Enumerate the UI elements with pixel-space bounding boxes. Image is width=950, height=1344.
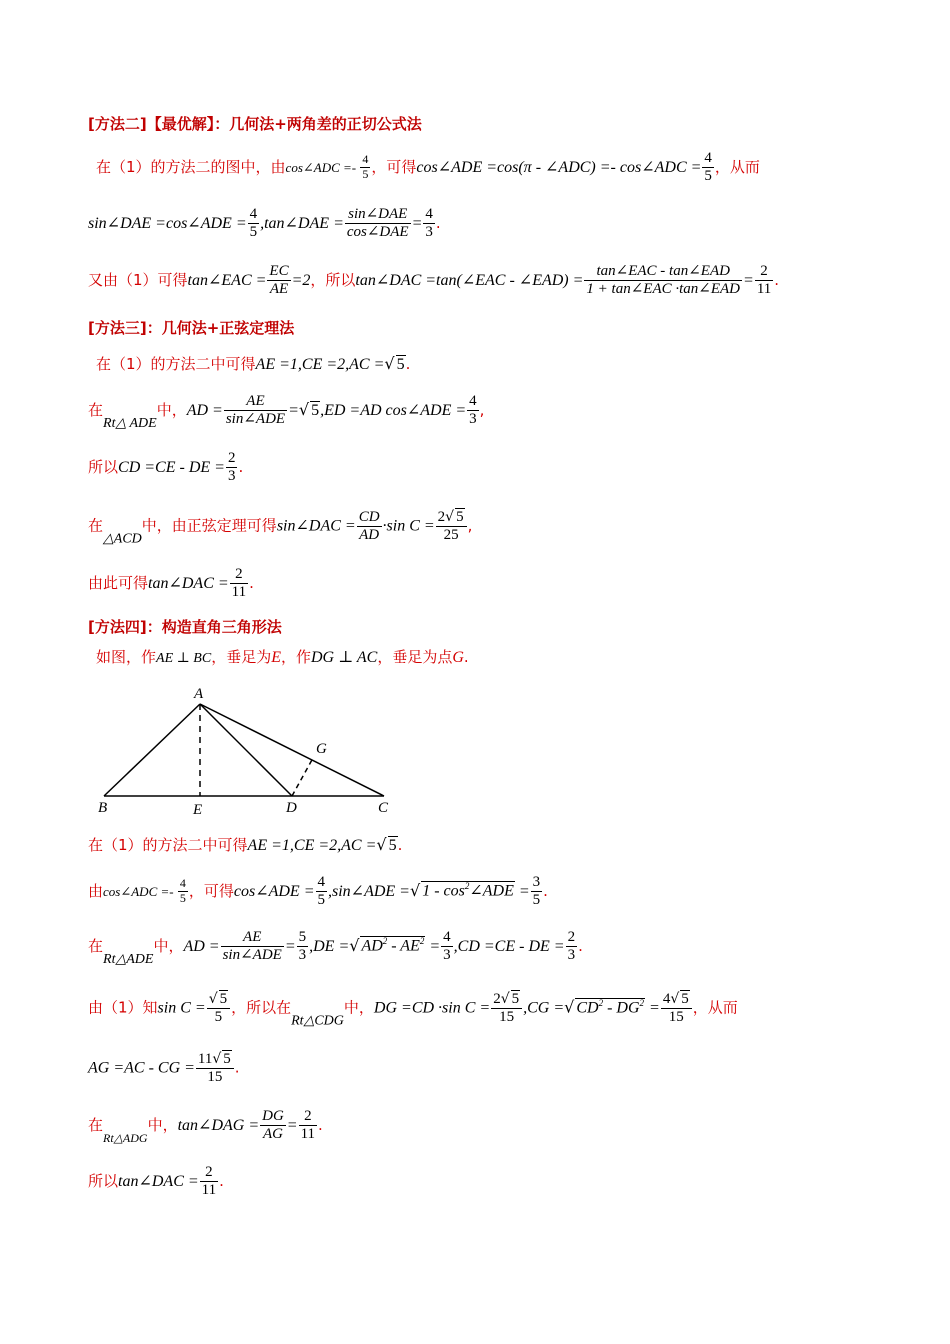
text: 所以 [88,457,119,476]
triangle-figure [90,680,410,820]
method3-line2: 在Rt△ ADE中，AD = $\frac{AE}{\text{sin∠ADE}}$ =√ 5,ED =AD cos∠ADE = $\frac{4}{3}$ , [88,393,485,431]
method4-line2: 在（1）的方法二中可得AE =1,CE =2,AC =√ 5. [88,835,403,854]
text: 由（1）知 [88,998,158,1017]
label-d: D [286,800,297,816]
text: 在 [88,1115,104,1134]
method3-line1: 在（1）的方法二中可得AE =1,CE =2,AC =√ 5. [96,354,411,373]
method3-heading: [方法三]：几何法+正弦定理法 [88,319,295,337]
text: ，所以在 [231,998,292,1017]
text: 中， [147,1115,178,1134]
text: 如图，作 [96,648,157,666]
method2-line2: sin∠DAE =cos∠ADE = $\frac{4}{5}$ ,tan∠DAE = $\frac{\text{sin∠DAE}}{\text{cos∠DAE}}$ = $\frac{4}{3}$ . [88,206,441,241]
text: 中，由正弦定理可得 [141,516,277,535]
text: 在 [88,936,104,955]
text: ，所以 [310,270,356,289]
text: ，可得 [188,881,234,900]
text: 中， [153,936,184,955]
side-ac [200,704,384,796]
method2-line3: 又由（1）可得tan∠EAC = $\frac{EC}{AE}$ =2，所以tan∠DAC =tan(∠EAC - ∠EAD) = $\frac{\text{tan∠EAC - tan∠EAD}}{\text{1 + tan∠EAC ·tan∠EAD}}$ = $\frac{2}{11}$ . [88,263,780,298]
text: 在 [88,516,104,535]
text: ，可得 [371,157,417,176]
text: 在 [88,400,104,419]
method4-line3: 由cos∠ADC =- $\frac{4}{5}$ ，可得cos∠ADE = $\frac{4}{5}$ ,sin∠ADE =√ $1 - \cos^2\angle ADE$ = $\frac{3}{5}$ . [88,874,548,909]
perpendicular-dg [292,758,313,796]
text: 中， [343,998,374,1017]
method3-line4: 在△ACD中，由正弦定理可得sin∠DAC = $\frac{CD}{AD}$ ·sin C = $\frac{2√ 5}{25}$ , [88,508,473,547]
text: 又由（1）可得 [88,270,188,289]
label-g: G [316,741,327,757]
method4-line5: 由（1）知sin C = $\frac{√ 5}{5}$ ，所以在Rt△CDG中，DG =CD ·sin C = $\frac{2√ 5}{15}$ ,CG =√ $CD^2 - DG^2$ = $\frac{4√ 5}{15}$ ，从而 [88,991,738,1029]
text: ，作 [280,648,311,666]
method2-line1: 在（1）的方法二的图中，由cos∠ADC =- $\frac{4}{5}$ ，可得cos∠ADE =cos(π - ∠ADC) =- cos∠ADC = $\frac{4}{5}$ ，从而 [96,150,760,185]
text: ，垂足为 [211,648,272,666]
method2-heading: [方法二]【最优解】：几何法+两角差的正切公式法 [88,115,422,133]
text: 由 [88,881,104,900]
text: 由此可得 [88,573,149,592]
method4-line7: 在$_{Rt\triangle ADG}$中，tan∠DAG = $\frac{DG}{AG}$ = $\frac{2}{11}$ . [88,1108,323,1145]
label-e: E [193,802,203,818]
method3-line3: 所以CD =CE - DE = $\frac{2}{3}$ . [88,450,244,485]
segment-ad [200,704,292,796]
method4-line6: AG =AC - CG = $\frac{11√ 5}{15}$ . [88,1051,240,1086]
method4-line8: 所以tan∠DAC = $\frac{2}{11}$ . [88,1164,224,1199]
text: 在（1）的方法二中可得 [96,355,256,373]
text: ，从而 [692,998,738,1017]
text: ，垂足为点 [377,648,453,666]
label-a: A [194,686,204,702]
method3-line5: 由此可得tan∠DAC = $\frac{2}{11}$ . [88,566,254,601]
method4-line1: 如图，作AE ⊥ BC，垂足为E，作DG ⊥ AC，垂足为点G. [96,648,469,666]
label-c: C [378,800,389,816]
text: 在（1）的方法二的图中，由 [96,157,286,176]
text: ，从而 [714,157,760,176]
label-b: B [98,800,108,816]
text: 所以 [88,1171,119,1190]
side-ab [104,704,200,796]
text: 在（1）的方法二中可得 [88,836,248,854]
text: 中， [156,400,187,419]
method4-line4: 在Rt△ADE中，AD = $\frac{AE}{\text{sin∠ADE}}$ = $\frac{5}{3}$ ,DE =√ $AD^2 - AE^2$ = $\frac{4}{3}$ ,CD =CE - DE = $\frac{2}{3}$ . [88,929,583,967]
method4-heading: [方法四]：构造直角三角形法 [88,618,282,636]
